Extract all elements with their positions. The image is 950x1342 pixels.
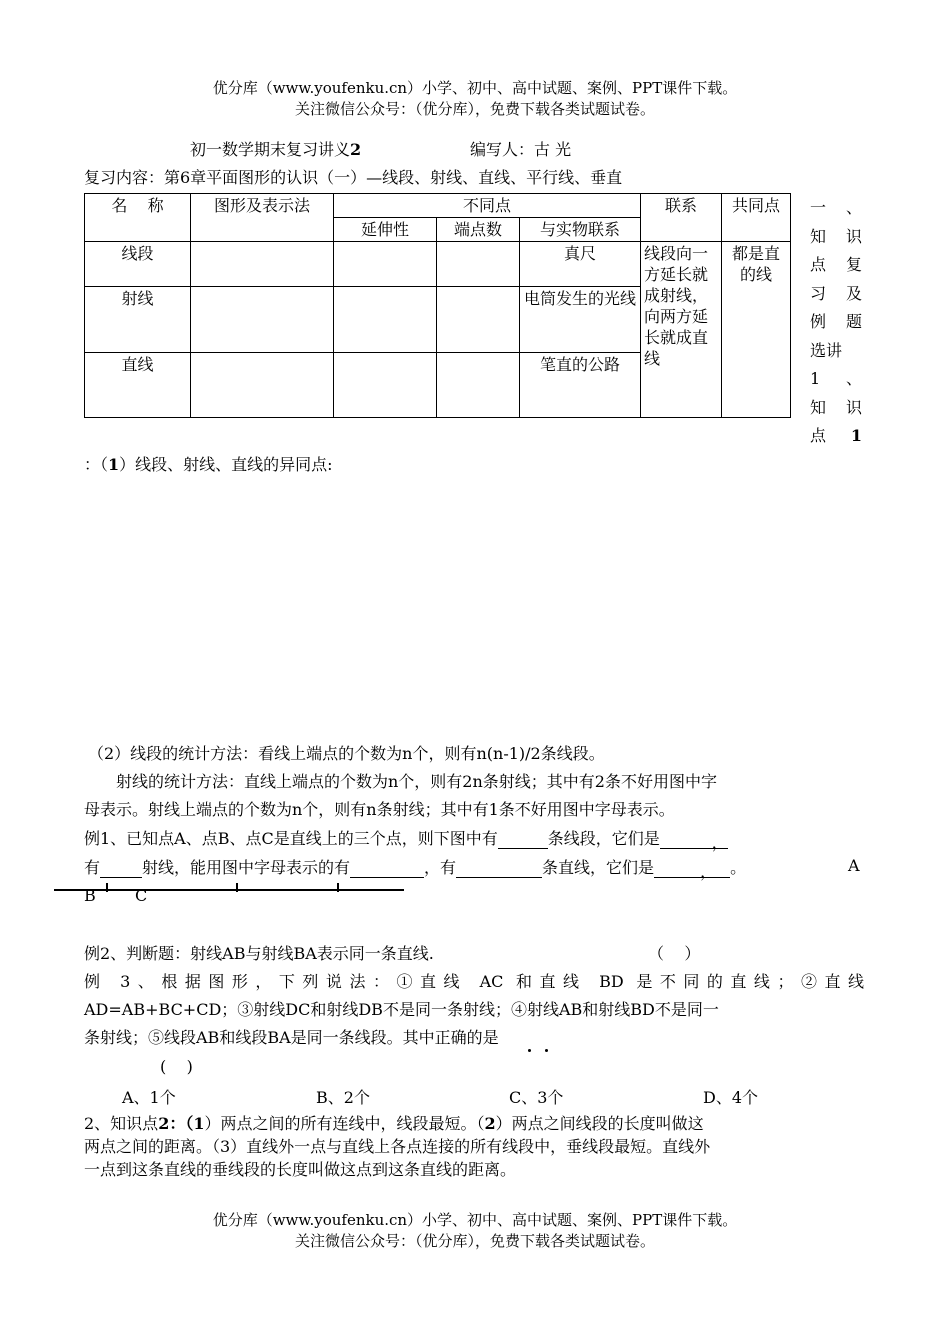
knowledge-table: [84, 193, 791, 418]
blank[interactable]: [100, 859, 142, 878]
example-3-line-3: 条射线；⑤线段AB和线段BA是同一条线段。其中正确的是: [84, 1028, 499, 1047]
header-diff: 不同点: [334, 194, 641, 218]
footer-line-2: 关注微信公众号：（优分库），免费下载各类试题试卷。: [294, 1232, 655, 1250]
header-line-2: 关注微信公众号：（优分库），免费下载各类试题试卷。: [294, 100, 655, 118]
kp1-ray-count-1: 射线的统计方法：直线上端点的个数为n个，则有2n条射线；其中有2条不好用图中字: [116, 772, 717, 791]
header-line-1: 优分库（www.youfenku.cn）小学、初中、高中试题、案例、PPT课件下载。: [212, 79, 738, 97]
row-name: 直线: [85, 353, 191, 418]
example-1-line-2: 有 射线，能用图中字母表示的有 ，有 条直线，它们是 ， 。: [84, 858, 747, 881]
blank[interactable]: [660, 830, 712, 849]
footer-line-1: 优分库（www.youfenku.cn）小学、初中、高中试题、案例、PPT课件下载。: [212, 1211, 738, 1229]
header-ext: 延伸性: [334, 218, 437, 242]
blank[interactable]: [654, 859, 700, 878]
kp1-line-count: （2）线段的统计方法：看线上端点的个数为n个，则有n(n-1)/2条线段。: [88, 744, 605, 763]
page-title: [190, 137, 361, 160]
header-name: 名 称: [85, 194, 191, 242]
header-relation: 联系: [641, 194, 722, 242]
row-real: 电筒发生的光线: [520, 287, 641, 353]
choice-d[interactable]: D、4个: [703, 1088, 759, 1107]
point-b-label: B: [84, 886, 96, 905]
choice-c[interactable]: C、3个: [509, 1088, 564, 1107]
kp1-ray-count-2: 母表示。射线上端点的个数为n个，则有n条射线；其中有1条不好用图中字母表示。: [84, 800, 675, 819]
kp1-heading: ：（1）线段、射线、直线的异同点:: [84, 455, 333, 474]
example-1-line-1: 例1、已知点A、点B、点C是直线上的三个点，则下图中有 条线段，它们是 ，: [84, 829, 728, 852]
common-cell: 都是直的线: [722, 242, 791, 418]
row-name: 线段: [85, 242, 191, 287]
side-heading: 一 、 知 识 点 复 习 及 例 题 选讲 1 、 知 识 点 1: [810, 198, 862, 445]
title-number: 2: [350, 140, 362, 159]
choice-a[interactable]: A、1个: [122, 1088, 176, 1107]
title-main: 初一数学期末复习讲义: [190, 140, 351, 159]
table-row: [85, 242, 791, 287]
row-real: 笔直的公路: [520, 353, 641, 418]
blank[interactable]: [350, 859, 424, 878]
line-diagram: [50, 880, 410, 900]
kp2-line-3: 一点到这条直线的垂线段的长度叫做这点到这条直线的距离。: [84, 1160, 517, 1179]
kp2-line-1: 2、知识点2：（1）两点之间的所有连线中，线段最短。（2）两点之间线段的长度叫做这: [84, 1114, 704, 1133]
header-ends: 端点数: [437, 218, 520, 242]
example-3-answer[interactable]: ( ): [160, 1057, 193, 1076]
header-figure: 图形及表示法: [191, 194, 334, 242]
example-3-line-1: 例 3、根据图形，下列说法：①直线 AC 和直线 BD 是不同的直线；②直线: [84, 972, 864, 991]
kp2-line-2: 两点之间的距离。（3）直线外一点与直线上各点连接的所有线段中，垂线段最短。直线外: [84, 1137, 711, 1156]
author: 编写人：古 光: [470, 140, 572, 159]
choice-b[interactable]: B、2个: [316, 1088, 370, 1107]
emphasis-dot: [528, 1049, 531, 1052]
header-real: 与实物联系: [520, 218, 641, 242]
review-content: 复习内容：第6章平面图形的认识（一）—线段、射线、直线、平行线、垂直: [84, 168, 623, 187]
header-common: 共同点: [722, 194, 791, 242]
point-c-label: C: [135, 886, 148, 905]
row-name: 射线: [85, 287, 191, 353]
relation-cell: 线段向一方延长就成射线，向两方延长就成直线: [641, 242, 722, 418]
example-3-line-2: AD=AB+BC+CD；③射线DC和射线DB不是同一条射线；④射线AB和射线BD不是同一: [84, 1000, 719, 1019]
example-2: 例2、判断题：射线AB与射线BA表示同一条直线.: [84, 944, 434, 963]
blank[interactable]: [498, 830, 548, 849]
emphasis-dot: [545, 1049, 548, 1052]
point-a-label: A: [848, 856, 860, 875]
blank[interactable]: [456, 859, 542, 878]
example-2-answer[interactable]: （ ）: [648, 944, 701, 963]
row-real: 真尺: [520, 242, 641, 287]
